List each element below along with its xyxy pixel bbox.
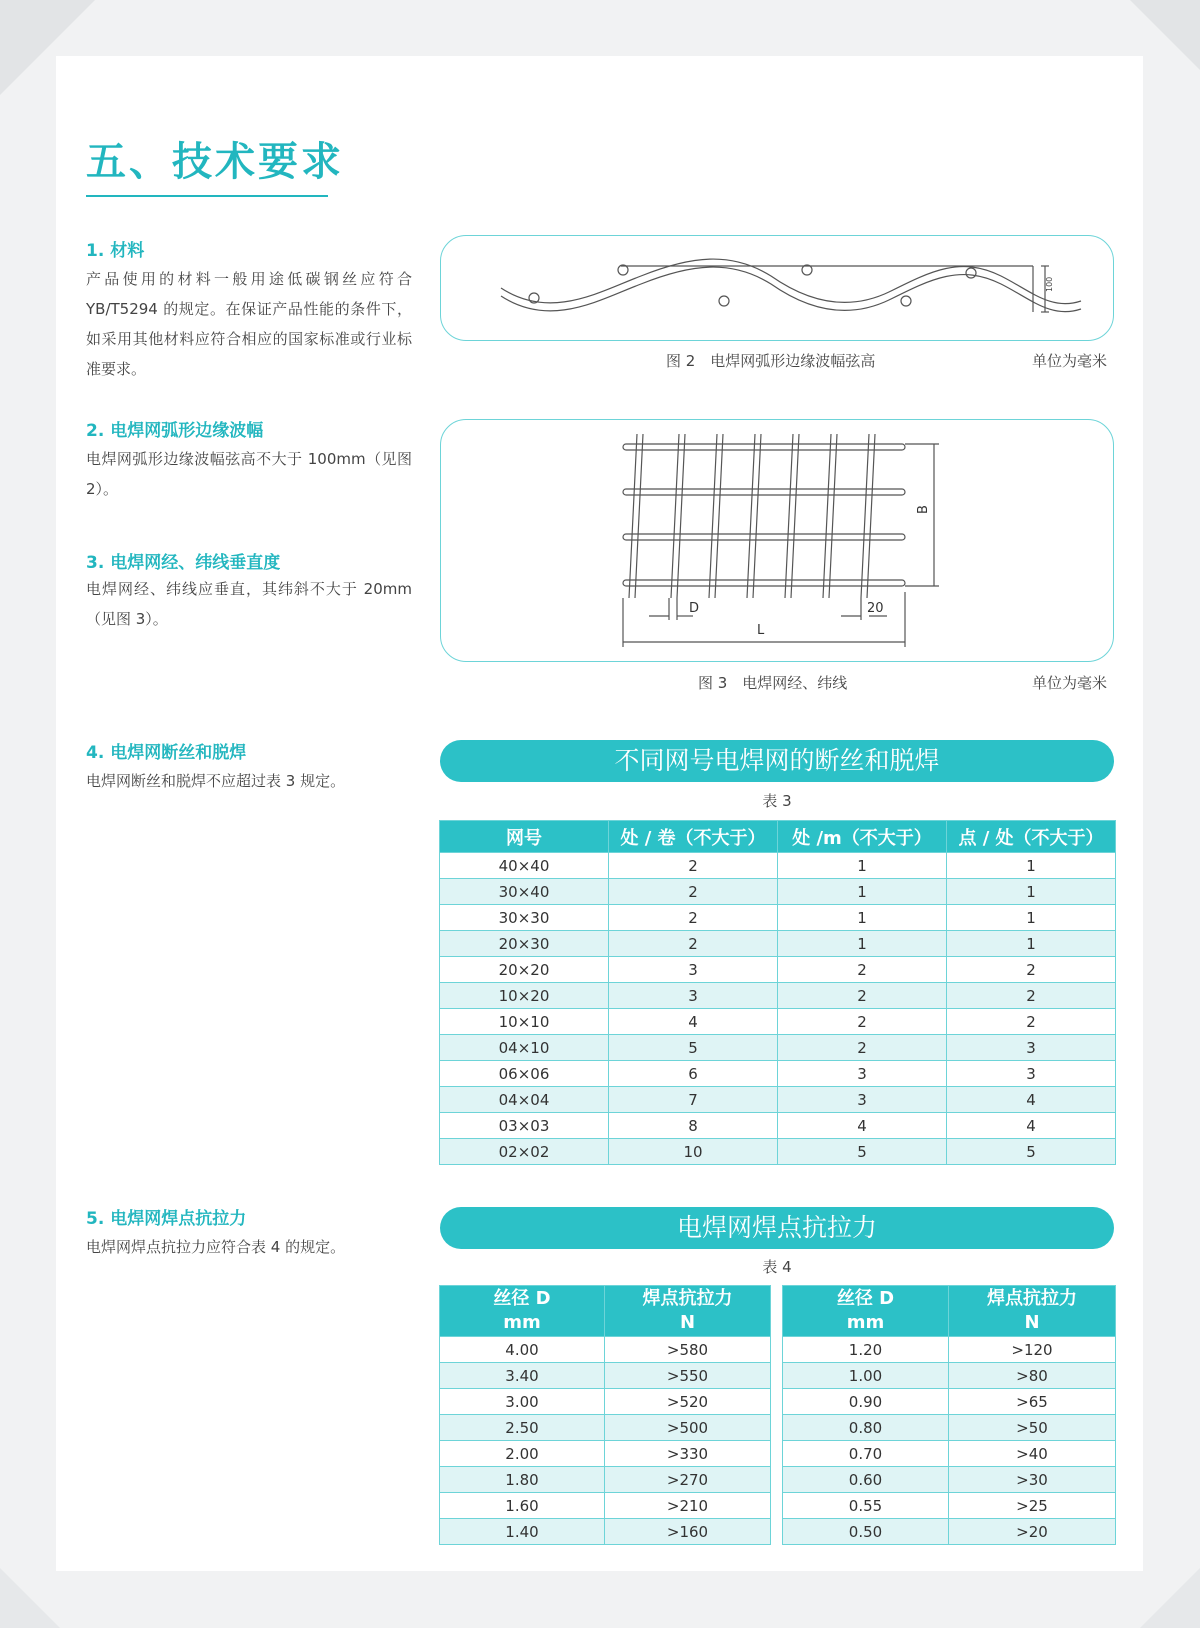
table-cell: 20×30 — [440, 931, 609, 957]
header-line: 焊点抗拉力 — [987, 1288, 1077, 1309]
figure-3-unit: 单位为毫米 — [1032, 674, 1108, 692]
table-4-right-header-row — [783, 1286, 1116, 1337]
table-cell: 1.40 — [440, 1519, 605, 1545]
table-cell: 2 — [947, 983, 1116, 1009]
table-row — [440, 1337, 771, 1363]
figure-3-frame — [440, 419, 1114, 662]
table-cell: 1 — [947, 905, 1116, 931]
table-cell: 3 — [609, 983, 778, 1009]
figure-2-frame — [440, 235, 1114, 341]
table-cell: 2 — [947, 957, 1116, 983]
table-row — [440, 1113, 1116, 1139]
table-4-left — [439, 1285, 771, 1545]
table-4-left-header-row — [440, 1286, 771, 1337]
table-cell: 10×20 — [440, 983, 609, 1009]
section-heading-wave: 2. 电焊网弧形边缘波幅 — [86, 421, 264, 441]
table-3-banner: 不同网号电焊网的断丝和脱焊 — [440, 740, 1114, 782]
section-text-broken-wire: 电焊网断丝和脱焊不应超过表 3 规定。 — [86, 772, 346, 790]
table-cell: 06×06 — [440, 1061, 609, 1087]
table-cell: 3.00 — [440, 1389, 605, 1415]
table-cell: >330 — [605, 1441, 771, 1467]
header-line: 丝径 D — [493, 1288, 551, 1309]
table-row — [440, 1139, 1116, 1165]
table-row — [783, 1467, 1116, 1493]
table-row — [440, 931, 1116, 957]
table-cell: 30×40 — [440, 879, 609, 905]
header-line: N — [1024, 1312, 1040, 1333]
table-cell: 8 — [609, 1113, 778, 1139]
table-row — [783, 1337, 1116, 1363]
figure-3-label-b: B — [916, 505, 931, 514]
table-cell: 04×10 — [440, 1035, 609, 1061]
table-cell: >20 — [949, 1519, 1116, 1545]
table-cell: 1 — [778, 931, 947, 957]
table-cell: >30 — [949, 1467, 1116, 1493]
table-row — [440, 1061, 1116, 1087]
table-row — [783, 1441, 1116, 1467]
table-cell: 1 — [778, 853, 947, 879]
table-cell: >580 — [605, 1337, 771, 1363]
header-line: 焊点抗拉力 — [642, 1288, 733, 1309]
table-cell: 30×30 — [440, 905, 609, 931]
table-row — [440, 1035, 1116, 1061]
table-cell: 2 — [609, 879, 778, 905]
table-3-header-per-meter: 处 /m（不大于） — [778, 821, 947, 853]
section-text-material: 产品使用的材料一般用途低碳钢丝应符合 YB/T5294 的规定。在保证产品性能的条件下，如采用其他材料应符合相应的国家标准或行业标准要求。 — [86, 270, 412, 378]
table-row — [440, 983, 1116, 1009]
table-row — [440, 957, 1116, 983]
section-heading-perpendicularity: 3. 电焊网经、纬线垂直度 — [86, 553, 281, 573]
table-cell: >160 — [605, 1519, 771, 1545]
header-line: N — [679, 1312, 696, 1333]
table-cell: 5 — [947, 1139, 1116, 1165]
table-cell: 4 — [947, 1113, 1116, 1139]
title-underline — [86, 195, 328, 197]
table-cell: 03×03 — [440, 1113, 609, 1139]
table-cell: 2 — [609, 853, 778, 879]
table-cell: 2 — [609, 905, 778, 931]
table-row — [440, 1519, 771, 1545]
table-row — [440, 853, 1116, 879]
table-cell: 0.55 — [783, 1493, 949, 1519]
table-cell: >80 — [949, 1363, 1116, 1389]
table-cell: 10×10 — [440, 1009, 609, 1035]
table-3-header-mesh: 网号 — [440, 821, 609, 853]
table-cell: 0.80 — [783, 1415, 949, 1441]
table-cell: 3 — [947, 1061, 1116, 1087]
table-cell: 3 — [609, 957, 778, 983]
table-cell: 5 — [778, 1139, 947, 1165]
table-cell: >25 — [949, 1493, 1116, 1519]
table-cell: >550 — [605, 1363, 771, 1389]
table-cell: 0.90 — [783, 1389, 949, 1415]
table-row — [783, 1415, 1116, 1441]
table-row — [440, 879, 1116, 905]
figure-2-wave-diagram — [441, 236, 1113, 340]
table-cell: 20×20 — [440, 957, 609, 983]
figure-3-label-l: L — [757, 623, 765, 638]
table-cell: 1 — [947, 853, 1116, 879]
table-row — [440, 1493, 771, 1519]
table-cell: 1 — [778, 905, 947, 931]
table-cell: 40×40 — [440, 853, 609, 879]
table-3-header-row — [440, 821, 1116, 853]
figure-2-caption: 图 2 电焊网弧形边缘波幅弦高 — [666, 352, 876, 370]
table-cell: 0.70 — [783, 1441, 949, 1467]
table-row — [440, 1389, 771, 1415]
table-cell: 1.80 — [440, 1467, 605, 1493]
table-cell: 2 — [778, 957, 947, 983]
figure-2-dimension-label: 100 — [1045, 276, 1054, 292]
table-3 — [439, 820, 1116, 1165]
figure-3-caption: 图 3 电焊网经、纬线 — [698, 674, 848, 692]
table-4-banner: 电焊网焊点抗拉力 — [440, 1207, 1114, 1249]
table-3-header-points: 点 / 处（不大于） — [947, 821, 1116, 853]
table-cell: 02×02 — [440, 1139, 609, 1165]
section-heading-material: 1. 材料 — [86, 241, 145, 261]
table-cell: 3.40 — [440, 1363, 605, 1389]
section-heading-weld-strength: 5. 电焊网焊点抗拉力 — [86, 1209, 247, 1229]
page-title: 五、技术要求 — [86, 139, 344, 185]
table-4-header-diameter — [440, 1286, 605, 1337]
table-row — [440, 1009, 1116, 1035]
table-cell: >270 — [605, 1467, 771, 1493]
header-line: 丝径 D — [836, 1288, 895, 1309]
table-cell: 7 — [609, 1087, 778, 1113]
table-3-label: 表 3 — [762, 792, 792, 810]
figure-3-label-d: D — [689, 601, 700, 616]
table-cell: 1 — [947, 931, 1116, 957]
figure-3-label-20: 20 — [867, 601, 884, 616]
section-text-weld-strength: 电焊网焊点抗拉力应符合表 4 的规定。 — [86, 1238, 346, 1256]
table-4-header-strength — [605, 1286, 771, 1337]
table-cell: 10 — [609, 1139, 778, 1165]
table-row — [440, 1363, 771, 1389]
table-cell: 4 — [609, 1009, 778, 1035]
table-row — [440, 1087, 1116, 1113]
table-cell: >65 — [949, 1389, 1116, 1415]
table-cell: 6 — [609, 1061, 778, 1087]
table-cell: 4 — [947, 1087, 1116, 1113]
table-cell: 1.00 — [783, 1363, 949, 1389]
header-line: mm — [846, 1312, 885, 1333]
table-row — [440, 1415, 771, 1441]
table-cell: 5 — [609, 1035, 778, 1061]
table-cell: 1.20 — [783, 1337, 949, 1363]
table-cell: 2 — [778, 1035, 947, 1061]
table-cell: 4.00 — [440, 1337, 605, 1363]
table-cell: >210 — [605, 1493, 771, 1519]
table-cell: 0.50 — [783, 1519, 949, 1545]
table-4-right — [782, 1285, 1116, 1545]
table-row — [783, 1493, 1116, 1519]
table-cell: 04×04 — [440, 1087, 609, 1113]
table-cell: 3 — [778, 1087, 947, 1113]
table-cell: 2.50 — [440, 1415, 605, 1441]
table-cell: >520 — [605, 1389, 771, 1415]
header-line: mm — [503, 1312, 541, 1333]
table-4-header-diameter — [783, 1286, 949, 1337]
table-row — [440, 1441, 771, 1467]
table-row — [440, 1467, 771, 1493]
table-cell: 2.00 — [440, 1441, 605, 1467]
section-text-wave: 电焊网弧形边缘波幅弦高不大于 100mm（见图 2）。 — [86, 450, 412, 498]
table-cell: >40 — [949, 1441, 1116, 1467]
table-row — [783, 1363, 1116, 1389]
table-4-label: 表 4 — [762, 1258, 792, 1276]
table-cell: 4 — [778, 1113, 947, 1139]
section-text-perpendicularity: 电焊网经、纬线应垂直，其纬斜不大于 20mm（见图 3）。 — [86, 580, 412, 628]
table-cell: 2 — [609, 931, 778, 957]
figure-2-unit: 单位为毫米 — [1032, 352, 1108, 370]
table-4-header-strength — [949, 1286, 1116, 1337]
section-heading-broken-wire: 4. 电焊网断丝和脱焊 — [86, 743, 247, 763]
table-cell: 1 — [947, 879, 1116, 905]
table-cell: 3 — [947, 1035, 1116, 1061]
table-row — [440, 905, 1116, 931]
table-cell: 2 — [778, 1009, 947, 1035]
table-cell: 1.60 — [440, 1493, 605, 1519]
table-cell: 0.60 — [783, 1467, 949, 1493]
table-cell: 2 — [947, 1009, 1116, 1035]
table-row — [783, 1389, 1116, 1415]
table-cell: 3 — [778, 1061, 947, 1087]
table-cell: 1 — [778, 879, 947, 905]
table-cell: >500 — [605, 1415, 771, 1441]
table-cell: >50 — [949, 1415, 1116, 1441]
figure-3-mesh-diagram — [441, 420, 1113, 661]
table-cell: 2 — [778, 983, 947, 1009]
table-row — [783, 1519, 1116, 1545]
table-3-header-per-roll: 处 / 卷（不大于） — [609, 821, 778, 853]
table-cell: >120 — [949, 1337, 1116, 1363]
